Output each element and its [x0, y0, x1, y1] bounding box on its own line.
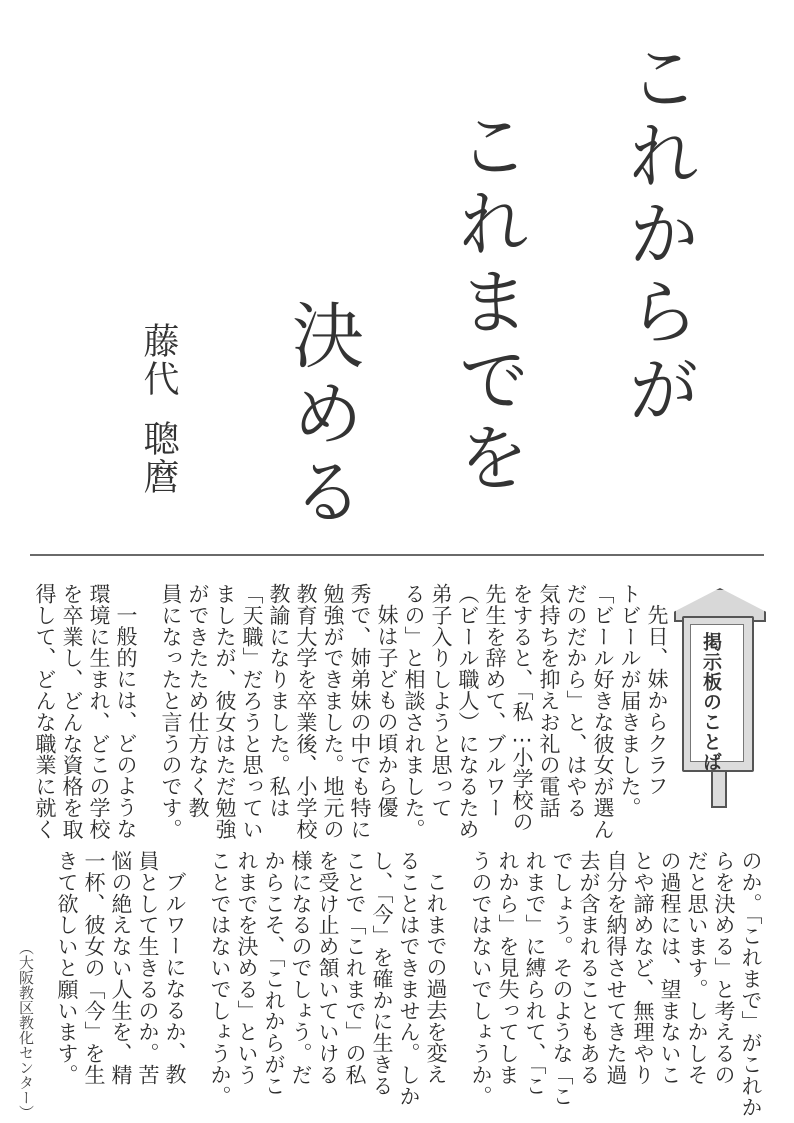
body-lower-line: 様になるのでしょう。だ: [289, 850, 313, 1086]
body-upper-line: 教諭になりました。私は: [267, 583, 291, 819]
body-upper-line: 先日、妹からクラフ: [645, 604, 669, 797]
body-upper-line: 「ビール好きな彼女が選ん: [591, 583, 615, 840]
title-line-2: これまでを: [446, 108, 530, 498]
body-lower-line: きて欲しいと願います。: [55, 850, 79, 1086]
body-lower-line: とや諦めなど、無理やり: [631, 850, 655, 1086]
body-lower-line: これまでの過去を変え: [424, 871, 448, 1085]
body-upper-line: ましたが、彼女はただ勉強: [213, 583, 237, 840]
body-lower-line: ブルワーになるか、教: [163, 871, 187, 1085]
body-upper-line: をすると、「私…小学校の: [510, 583, 534, 833]
body-upper-line: （ビール職人）になるため: [456, 583, 480, 840]
body-lower-line: 悩の絶えない人生を、精: [109, 850, 133, 1086]
body-lower-line: の過程には、望まないこ: [658, 850, 682, 1086]
body-upper-line: だのだから」と、はやる: [564, 583, 588, 819]
body-lower-line: でしょう。そのような「こ: [550, 850, 574, 1107]
body-upper-line: 環境に生まれ、どこの学校: [87, 583, 111, 840]
body-lower-line: 自分を納得させてきた過: [604, 850, 628, 1086]
body-upper-line: 「天職」だろうと思ってい: [240, 583, 264, 840]
body-lower-line: れまで」に縛られて、「こ: [523, 850, 547, 1097]
body-lower-line: ことではないでしょうか。: [208, 850, 232, 1107]
body-lower-line: ことで「これまで」の私: [343, 850, 367, 1086]
body-lower-line: れまでを決める」という: [235, 850, 259, 1086]
body-lower-line: らを決める」と考えるの: [712, 850, 736, 1086]
body-upper-line: 勉強ができました。地元の: [321, 583, 345, 840]
body-upper-line: 先生を辞めて、ブルワー: [483, 583, 507, 819]
body-lower-line: れから」を見失ってしま: [496, 850, 520, 1086]
body-upper-line: を卒業し、どんな資格を取: [60, 583, 84, 840]
body-upper-line: 弟子入りしようと思って: [429, 583, 453, 819]
signboard: [674, 588, 762, 808]
body-lower-line: 一杯、彼女の「今」を生: [82, 850, 106, 1086]
body-lower-line: うのではないでしょうか。: [469, 850, 493, 1107]
body-lower-line: だと思います。しかしそ: [685, 850, 709, 1086]
body-upper-line: るの」と相談されました。: [402, 583, 426, 840]
author-family-name: 藤代: [138, 322, 179, 398]
body-upper-line: 一般的には、どのような: [114, 604, 138, 840]
body-lower-line: し、「今」を確かに生きる: [370, 850, 394, 1097]
signboard-label: 掲示板のことば: [700, 632, 722, 772]
body-upper-line: 秀で、姉弟妹の中でも特に: [348, 583, 372, 840]
body-upper-line: 得して、どんな職業に就く: [33, 583, 57, 840]
body-lower-line: ることはできません。しか: [397, 850, 421, 1107]
body-lower-line: からこそ、「これからがこ: [262, 850, 286, 1097]
body-lower-line: 員として生きるのか。苦: [136, 850, 160, 1086]
body-upper-line: 教育大学を卒業後、小学校: [294, 583, 318, 840]
body-upper-line: 員になったと言うのです。: [159, 583, 183, 840]
body-upper-line: 妹は子どもの頃から優: [375, 604, 399, 818]
section-divider: [30, 554, 764, 556]
title-line-1: これからが: [616, 40, 700, 430]
title-line-3: 決める: [280, 298, 364, 532]
body-lower-line: 去が含まれることもある: [577, 850, 601, 1086]
body-upper-line: ができたため仕方なく教: [186, 583, 210, 819]
signboard-post: [711, 772, 727, 808]
author-given-name: 聰麿: [138, 420, 179, 496]
body-upper-line: 気持ちを抑えお礼の電話: [537, 583, 561, 819]
body-lower-line: のか。「これまで」がこれか: [739, 850, 763, 1118]
body-upper-line: トビールが届きました。: [618, 583, 642, 819]
source-credit: （大阪教区教化センター）: [17, 940, 35, 1120]
body-lower-line: を受け止め頷いていける: [316, 850, 340, 1086]
